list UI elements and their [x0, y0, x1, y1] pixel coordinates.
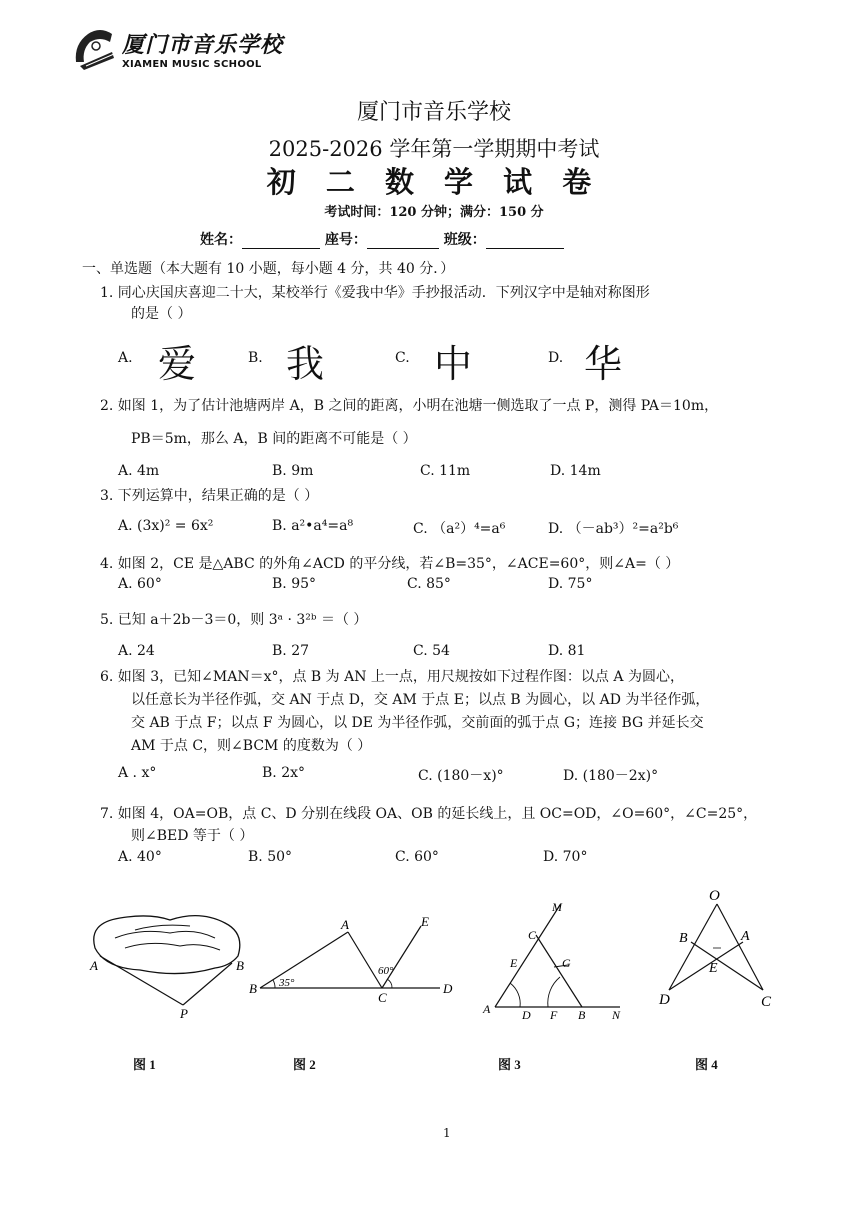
name-blank[interactable] [242, 234, 320, 249]
student-info-line [200, 229, 564, 249]
fig4-label-b: B [679, 931, 688, 946]
q2-option-a: A. 4m [118, 463, 160, 479]
figure-4-caption: 图 4 [695, 1057, 718, 1072]
fig3-label-c: C [528, 928, 537, 942]
q3-option-b: B. a²•a⁴=a⁸ [272, 518, 354, 534]
figure-3-caption: 图 3 [498, 1057, 521, 1072]
section-heading: 一、单选题（本大题有 10 小题，每小题 4 分，共 40 分．） [82, 261, 455, 277]
fig3-label-f: F [550, 1008, 558, 1022]
q6-option-b: B. 2x° [262, 765, 305, 781]
fig1-label-b: B [236, 958, 244, 973]
fig1-label-a: A [90, 958, 98, 973]
q2-stem-line2: PB＝5m，那么 A，B 间的距离不可能是（ ） [131, 431, 417, 447]
q3-stem: 3. 下列运算中，结果正确的是（ ） [100, 488, 319, 504]
fig3-label-g: G [562, 956, 571, 970]
fig2-angle-c: 60° [378, 965, 394, 977]
logo-english-name: XIAMEN MUSIC SCHOOL [122, 59, 262, 70]
seat-label: 座号： [324, 232, 367, 248]
q3-option-c: C. （a²）⁴=a⁶ [413, 521, 506, 537]
class-blank[interactable] [486, 234, 564, 249]
fig2-angle-b: 35° [279, 977, 295, 989]
fig3-label-b: B [578, 1008, 586, 1022]
q5-stem: 5. 已知 a＋2b－3＝0，则 3ᵃ · 3²ᵇ ＝（ ） [100, 612, 368, 628]
q7-option-b: B. 50° [248, 849, 293, 865]
q7-option-c: C. 60° [395, 849, 439, 865]
fig3-label-a: A [483, 1002, 491, 1016]
fig3-label-e: E [510, 956, 518, 970]
q1-label-a: A. [118, 350, 133, 366]
exam-title: 2025-2026 学年第一学期期中考试 [268, 137, 600, 161]
fig3-label-n: N [612, 1008, 621, 1022]
q6-option-a: A . x° [118, 765, 157, 781]
q5-option-b: B. 27 [272, 643, 310, 659]
q4-option-d: D. 75° [548, 576, 593, 592]
fig3-label-d: D [522, 1008, 531, 1022]
q5-option-d: D. 81 [548, 643, 586, 659]
q4-option-c: C. 85° [407, 576, 451, 592]
figure-4-triangles [655, 882, 790, 1012]
q2-option-d: D. 14m [550, 463, 601, 479]
q2-stem-line1: 2. 如图 1，为了估计池塘两岸 A，B 之间的距离，小明在池塘一侧选取了一点 P，测得 PA＝10m， [100, 398, 719, 414]
q5-option-c: C. 54 [413, 643, 450, 659]
q4-option-b: B. 95° [272, 576, 317, 592]
q7-option-d: D. 70° [543, 849, 588, 865]
q1-char-a: 爱 [158, 342, 197, 386]
figure-1-pond [80, 908, 260, 1018]
page-number: 1 [443, 1126, 451, 1140]
figure-2-caption: 图 2 [293, 1057, 316, 1072]
q2-option-b: B. 9m [272, 463, 314, 479]
q6-stem-line1: 6. 如图 3，已知∠MAN＝x°，点 B 为 AN 上一点，用尺规按如下过程作图：以点 A 为圆心， [100, 669, 684, 685]
q1-stem-line2: 的是（ ） [131, 306, 192, 322]
fig4-label-e: E [709, 961, 718, 976]
fig3-label-m: M [552, 900, 562, 914]
school-title: 厦门市音乐学校 [356, 100, 511, 125]
q1-char-b: 我 [286, 342, 325, 386]
q1-label-b: B. [248, 350, 263, 366]
school-emblem-icon [70, 22, 118, 74]
q4-option-a: A. 60° [118, 576, 162, 592]
q1-char-c: 中 [434, 342, 473, 386]
q1-label-d: D. [548, 350, 564, 366]
q3-option-d: D. （－ab³）²=a²b⁶ [548, 521, 679, 537]
fig1-label-p: P [180, 1006, 188, 1018]
q6-option-d: D. (180－2x)° [563, 768, 659, 784]
q6-option-c: C. (180－x)° [418, 768, 504, 784]
figure-1-caption: 图 1 [133, 1057, 156, 1072]
q7-option-a: A. 40° [118, 849, 162, 865]
fig4-label-o: O [709, 888, 720, 904]
fig4-label-c: C [761, 994, 772, 1010]
q6-stem-line4: AM 于点 C，则∠BCM 的度数为（ ） [131, 738, 372, 754]
fig2-label-a: A [341, 917, 349, 932]
class-label: 班级： [443, 232, 486, 248]
q5-option-a: A. 24 [118, 643, 155, 659]
fig2-label-e: E [421, 914, 429, 929]
fig2-label-c: C [378, 990, 387, 1002]
q1-label-c: C. [395, 350, 410, 366]
exam-info: 考试时间：120 分钟；满分：150 分 [324, 205, 544, 220]
q4-stem: 4. 如图 2，CE 是△ABC 的外角∠ACD 的平分线，若∠B=35°，∠ACE=60°，则∠A=（ ） [100, 556, 680, 572]
fig4-label-d: D [659, 992, 670, 1008]
q6-stem-line3: 交 AB 于点 F；以点 F 为圆心，以 DE 为半径作弧，交前面的弧于点 G；连接 BG 并延长交 [131, 715, 704, 731]
fig2-label-d: D [443, 981, 453, 996]
q1-char-d: 华 [584, 342, 623, 386]
figure-3-construction [480, 895, 630, 1025]
logo-chinese-name: 厦门市音乐学校 [122, 32, 284, 58]
paper-title: 初 二 数 学 试 卷 [266, 165, 602, 199]
school-logo [70, 22, 290, 80]
q7-stem-line2: 则∠BED 等于（ ） [131, 828, 254, 844]
seat-blank[interactable] [367, 234, 439, 249]
q7-stem-line1: 7. 如图 4，OA=OB，点 C、D 分别在线段 OA、OB 的延长线上，且 OC=OD，∠O=60°，∠C=25°， [100, 806, 758, 822]
fig2-label-b: B [249, 981, 257, 996]
q1-stem-line1: 1. 同心庆国庆喜迎二十大，某校举行《爱我中华》手抄报活动．下列汉字中是轴对称图形 [100, 285, 650, 301]
name-label: 姓名： [200, 232, 242, 248]
q6-stem-line2: 以任意长为半径作弧，交 AN 于点 D，交 AM 于点 E；以点 B 为圆心，以 AD 为半径作弧， [131, 692, 710, 708]
q2-option-c: C. 11m [420, 463, 471, 479]
figure-2-triangle [245, 912, 460, 1002]
q3-option-a: A. (3x)² = 6x² [118, 518, 214, 534]
fig4-label-a: A [741, 929, 750, 944]
